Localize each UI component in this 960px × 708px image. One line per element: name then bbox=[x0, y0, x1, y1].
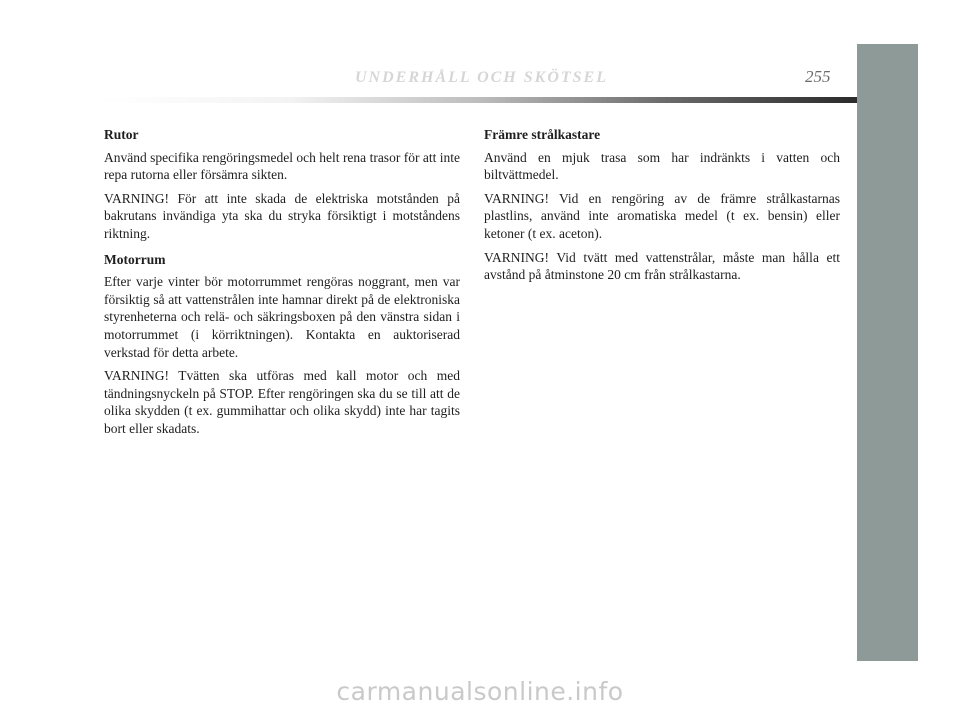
section-heading-motorrum: Motorrum bbox=[104, 251, 166, 267]
paragraph-stralkastare-warning-1: VARNING! Vid en rengöring av de främre strålkastarnas plastlins, använd inte aromatiska medel (t ex. bensin) eller ketoner (t ex. aceton). bbox=[484, 190, 840, 241]
left-column bbox=[104, 126, 460, 444]
paragraph-motorrum-warning: VARNING! Tvätten ska utföras med kall motor och med tändningsnyckeln på STOP. Efter rengöringen ska du se till att de olika skydden (t ex. gummihattar och olika skydd) inte har tagits bort eller skadats. bbox=[104, 368, 460, 436]
side-tab bbox=[857, 44, 918, 661]
right-column bbox=[484, 126, 840, 290]
paragraph-stralkastare-text: Använd en mjuk trasa som har indränkts i vatten och biltvättmedel. bbox=[484, 149, 840, 183]
watermark: carmanualsonline.info bbox=[336, 677, 624, 706]
page-number: 255 bbox=[805, 67, 831, 86]
header-rule bbox=[100, 97, 857, 103]
paragraph-motorrum-text: Efter varje vinter bör motorrummet rengöras noggrant, men var försiktig så att vattenstrålen inte hamnar direkt på de elektroniska styrenheterna och relä- och säkringsboxen på den vänstra sidan i motorrummet (i körriktningen). Kontakta en auktoriserad verkstad för detta arbete. bbox=[104, 274, 460, 360]
paragraph-rutor-text: Använd specifika rengöringsmedel och helt rena trasor för att inte repa rutorna eller försämra sikten. bbox=[104, 149, 460, 183]
page-header-title: UNDERHÅLL OCH SKÖTSEL bbox=[355, 69, 608, 86]
paragraph-stralkastare-warning-2: VARNING! Vid tvätt med vattenstrålar, måste man hålla ett avstånd på åtminstone 20 cm från strålkastarna. bbox=[484, 249, 840, 283]
section-heading-rutor: Rutor bbox=[104, 127, 139, 142]
paragraph-rutor-warning: VARNING! För att inte skada de elektriska motstånden på bakrutans invändiga yta ska du stryka försiktigt i motståndens riktning. bbox=[104, 190, 460, 241]
section-heading-stralkastare: Främre strålkastare bbox=[484, 127, 601, 142]
